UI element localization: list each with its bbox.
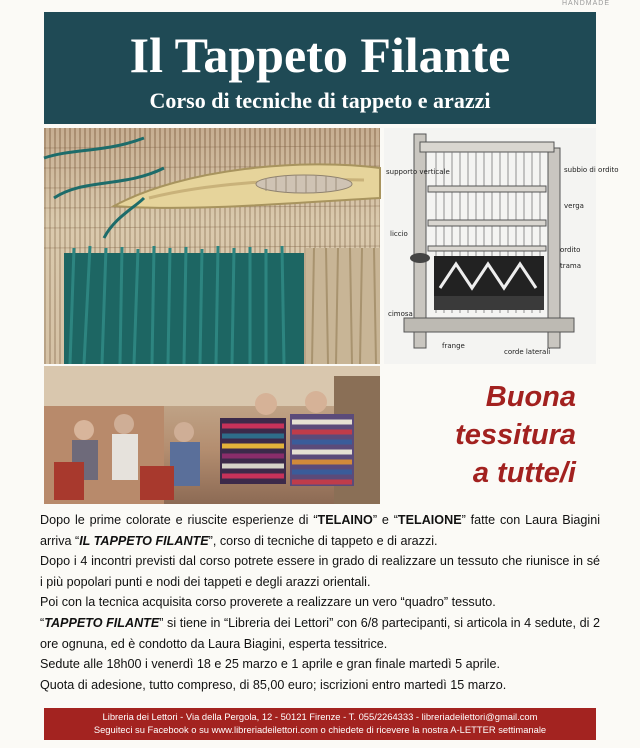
footer-social: Seguiteci su Facebook o su www.libreriadeilettori.com o chiedete di ricevere la nostra A-LETTER settimanale [93, 724, 547, 735]
slogan-line-2: tessitura [455, 419, 576, 451]
workshop-photo [44, 366, 380, 504]
slogan-line-1: Buona [485, 381, 576, 413]
label-ordito: ordito [560, 246, 581, 254]
footer-contacts: Libreria dei Lettori - Via della Pergola, 12 - 50121 Firenze - T. 055/2264333 - libreriadeilettori@gmail.com [102, 711, 538, 722]
text-segment: “ [40, 615, 45, 630]
emphasis-course-name: IL TAPPETO FILANTE [79, 533, 209, 548]
loom-diagram [384, 128, 619, 364]
label-corde: corde laterali [504, 348, 551, 356]
text-segment: ” si tiene in “Libreria dei Lettori” con 6/8 partecipanti, si articola in 4 sedute, di 2 ore ognuna, ed è condotto da Laura Biagini, esperta tessitrice. [40, 615, 600, 651]
label-trama: trama [560, 262, 582, 270]
shuttle-yarn-photo [44, 128, 380, 364]
text-segment: ”, corso di tecniche di tappeto e di arazzi. [208, 533, 438, 548]
poster-subtitle: Corso di tecniche di tappeto e arazzi [149, 88, 491, 113]
text-segment: ” fatte con Laura Biagini arriva “ [40, 513, 601, 548]
paragraph-schedule: Sedute alle 18h00 i venerdì 18 e 25 marzo e 1 aprile e gran finale martedì 5 aprile. [40, 657, 500, 672]
emphasis-course-name: TAPPETO FILANTE [44, 615, 160, 630]
paragraph-outcome: Dopo i 4 incontri previsti dal corso potrete essere in grado di realizzare un tessuto che riunisce in sé i più popolari punti e nodi dei tappeti e degli arazzi orientali. [40, 554, 600, 589]
paragraph-details [40, 613, 600, 654]
label-liccio: liccio [390, 230, 408, 238]
paragraph-intro [40, 510, 600, 551]
label-cimosa: cimosa [388, 310, 413, 318]
label-frange: frange [442, 342, 465, 350]
text-segment: Dopo le prime colorate e riuscite esperienze di “ [40, 513, 318, 527]
emphasis-telaino: TELAINO [317, 513, 373, 527]
paragraph-technique: Poi con la tecnica acquisita corso proverete a realizzare un vero “quadro” tessuto. [40, 595, 496, 610]
text-segment: ” e “ [372, 513, 398, 527]
paragraph-fee: Quota di adesione, tutto compreso, di 85,00 euro; iscrizioni entro martedì 15 marzo. [40, 677, 507, 692]
poster-title: Il Tappeto Filante [129, 27, 511, 83]
slogan-line-3: a tutte/i [472, 457, 576, 489]
label-supporto-verticale: supporto verticale [386, 168, 450, 176]
slogan [396, 378, 576, 492]
label-verga: verga [564, 202, 584, 210]
label-subbio: subbio di ordito [564, 166, 619, 174]
description [40, 510, 600, 695]
footer-bar [44, 708, 596, 740]
poster-header [44, 12, 596, 124]
emphasis-telaione: TELAIONE [397, 513, 462, 527]
handmade-tag: HANDMADE [561, 0, 610, 7]
